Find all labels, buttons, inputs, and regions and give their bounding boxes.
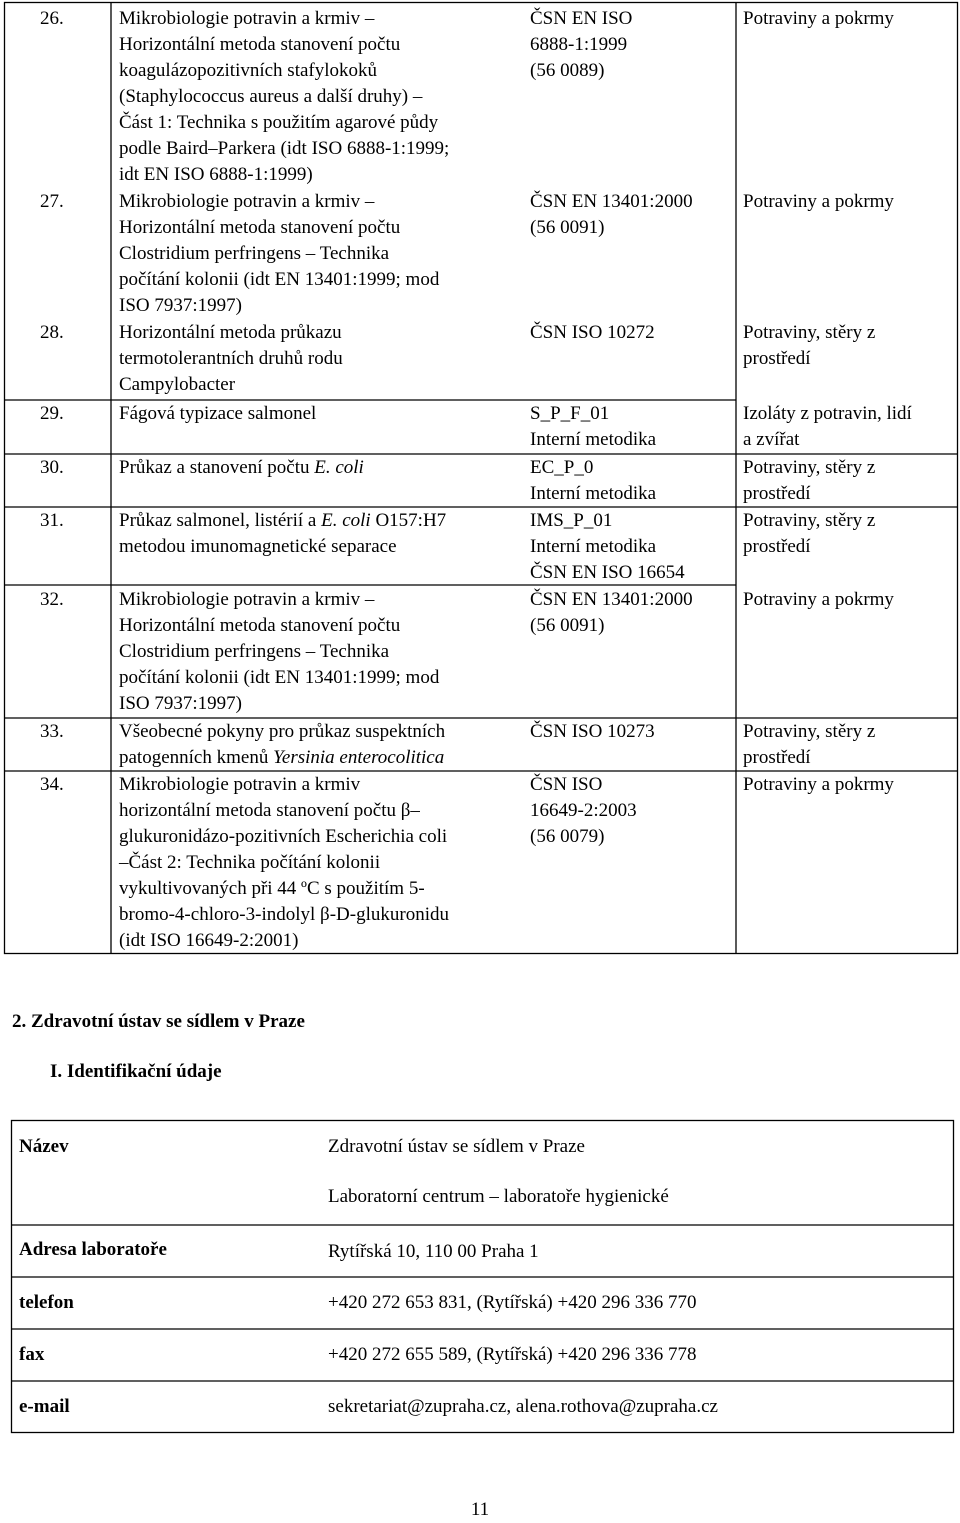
method-standard: ČSN ISO 10272	[530, 322, 655, 343]
method-name: Fágová typizace salmonel	[119, 403, 317, 424]
method-standard: EC_P_0 Interní metodika	[530, 457, 657, 504]
method-name: Mikrobiologie potravin a krmiv – Horizontální metoda stanovení počtu koagulázopozitivních stafylokoků (Staphylococcus aureus a další druhy) – Část 1: Technika s použitím agarové půdy podle Baird–Parkera (idt ISO 6888-1:1999; idt EN ISO 6888-1:1999)	[119, 8, 450, 185]
subsection-title: I. Identifikační údaje	[50, 1061, 222, 1082]
row-number: 26.	[40, 8, 64, 29]
organism-name: E. coli	[314, 457, 364, 478]
email-value: sekretariat@zupraha.cz, alena.rothova@zupraha.cz	[328, 1396, 718, 1417]
row-number: 28.	[40, 322, 64, 343]
method-subject: Potraviny a pokrmy	[743, 191, 894, 212]
row-number: 34.	[40, 774, 64, 795]
phone-value: +420 272 653 831, (Rytířská) +420 296 336 770	[328, 1292, 697, 1313]
method-name: Horizontální metoda průkazu termotolerantních druhů rodu Campylobacter	[119, 322, 343, 395]
email-label: e-mail	[19, 1396, 70, 1417]
row-number: 29.	[40, 403, 64, 424]
method-name-text: Průkaz a stanovení počtu	[119, 457, 315, 478]
method-subject: Izoláty z potravin, lidí a zvířat	[743, 403, 912, 450]
section-title: 2. Zdravotní ústav se sídlem v Praze	[12, 1011, 305, 1032]
row-number: 31.	[40, 510, 64, 531]
method-standard: ČSN ISO 10273	[530, 721, 655, 742]
laboratory-name: Laboratorní centrum – laboratoře hygienické	[328, 1186, 669, 1207]
method-standard: ČSN ISO 16649-2:2003 (56 0079)	[530, 774, 637, 847]
method-subject: Potraviny a pokrmy	[743, 589, 894, 610]
organism-name: Yersinia enterocolitica	[273, 747, 445, 768]
address-label: Adresa laboratoře	[19, 1239, 167, 1260]
institution-name: Zdravotní ústav se sídlem v Praze	[328, 1136, 585, 1157]
row-number: 27.	[40, 191, 64, 212]
method-standard: ČSN EN ISO 6888-1:1999 (56 0089)	[530, 8, 633, 81]
method-name	[119, 455, 519, 481]
name-label: Název	[19, 1136, 69, 1157]
page-number: 11	[470, 1499, 490, 1520]
method-standard: IMS_P_01 Interní metodika ČSN EN ISO 16654	[530, 510, 685, 583]
method-name	[119, 719, 519, 771]
method-name-text: O157:H7 metodou imunomagnetické separace	[119, 510, 447, 557]
fax-label: fax	[19, 1344, 45, 1365]
method-subject: Potraviny, stěry z prostředí	[743, 322, 876, 369]
method-standard: ČSN EN 13401:2000 (56 0091)	[530, 589, 693, 636]
method-standard: ČSN EN 13401:2000 (56 0091)	[530, 191, 693, 238]
method-name	[119, 508, 519, 560]
phone-label: telefon	[19, 1292, 74, 1313]
row-number: 30.	[40, 457, 64, 478]
method-name-text: Průkaz salmonel, listérií a	[119, 510, 322, 531]
row-number: 33.	[40, 721, 64, 742]
method-subject: Potraviny, stěry z prostředí	[743, 510, 876, 557]
fax-value: +420 272 655 589, (Rytířská) +420 296 336 778	[328, 1344, 697, 1365]
method-subject: Potraviny, stěry z prostředí	[743, 457, 876, 504]
method-name: Mikrobiologie potravin a krmiv – Horizontální metoda stanovení počtu Clostridium perfringens – Technika počítání kolonii (idt EN 13401:1999; mod ISO 7937:1997)	[119, 191, 440, 316]
method-subject: Potraviny a pokrmy	[743, 774, 894, 795]
method-name: Mikrobiologie potravin a krmiv horizontální metoda stanovení počtu β– glukuronidázo-pozitivních Escherichia coli –Část 2: Technika počítání kolonii vykultivovaných při 44 ºC s použitím 5- bromo-4-chloro-3-indolyl β-D-glukuronidu (idt ISO 16649-2:2001)	[119, 774, 449, 951]
address-value: Rytířská 10, 110 00 Praha 1	[328, 1241, 539, 1262]
row-number: 32.	[40, 589, 64, 610]
method-name-text: Všeobecné pokyny pro průkaz suspektních patogenních kmenů	[119, 721, 446, 768]
method-standard: S_P_F_01 Interní metodika	[530, 403, 657, 450]
method-name: Mikrobiologie potravin a krmiv – Horizontální metoda stanovení počtu Clostridium perfringens – Technika počítání kolonii (idt EN 13401:1999; mod ISO 7937:1997)	[119, 589, 440, 714]
method-subject: Potraviny a pokrmy	[743, 8, 894, 29]
organism-name: E. coli	[321, 510, 371, 531]
method-subject: Potraviny, stěry z prostředí	[743, 721, 876, 768]
